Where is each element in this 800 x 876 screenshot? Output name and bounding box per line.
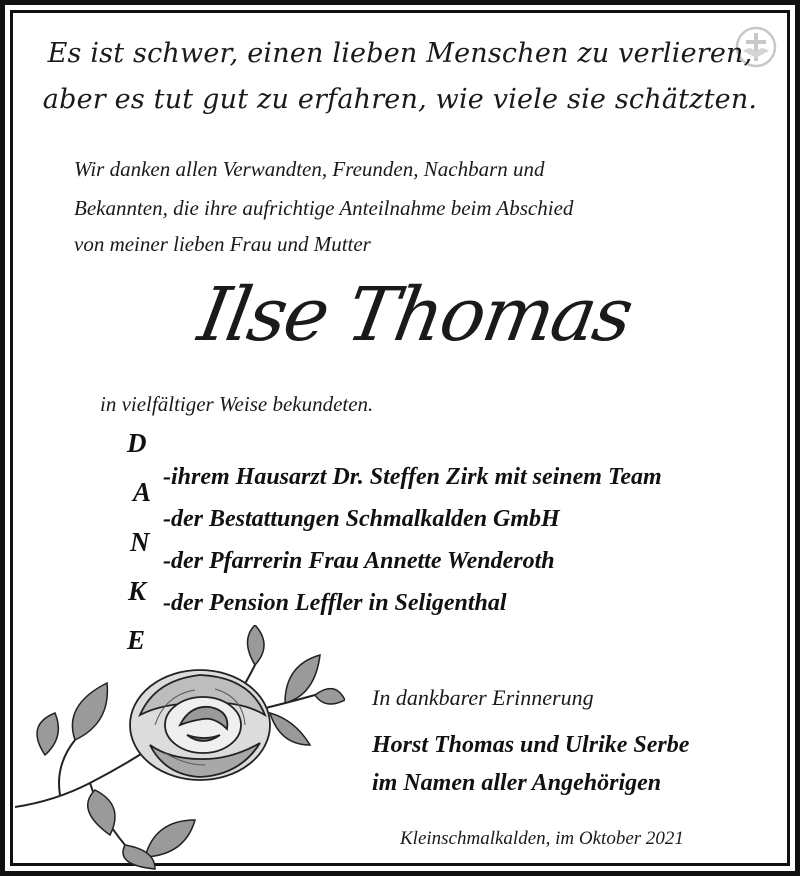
signature-line-2: im Namen aller Angehörigen <box>372 770 662 796</box>
quote-line-1: Es ist schwer, einen lieben Menschen zu verlieren, <box>47 38 753 69</box>
body-line-2: Bekannten, die ihre aufrichtige Anteilnahme beim Abschied <box>74 196 574 220</box>
thanks-item-1: -ihrem Hausarzt Dr. Steffen Zirk mit seinem Team <box>163 464 662 490</box>
thanks-item-4: -der Pension Leffler in Seligenthal <box>163 590 507 616</box>
signature-intro: In dankbarer Erinnerung <box>372 685 594 710</box>
danke-letter-k: K <box>128 576 147 606</box>
danke-letter-n: N <box>130 527 150 557</box>
place-date: Kleinschmalkalden, im Oktober 2021 <box>400 828 684 849</box>
danke-letter-d: D <box>127 428 147 458</box>
danke-letter-a: A <box>133 477 152 507</box>
quote-line-2: aber es tut gut zu erfahren, wie viele sie schätzten. <box>42 84 758 115</box>
deceased-name: Ilse Thomas <box>192 272 638 358</box>
rose-illustration <box>15 625 345 870</box>
signature-line-1: Horst Thomas und Ulrike Serbe <box>372 732 690 758</box>
danke-letter-e: E <box>127 625 146 655</box>
body-line-3: von meiner lieben Frau und Mutter <box>74 232 371 256</box>
thanks-item-2: -der Bestattungen Schmalkalden GmbH <box>163 506 560 532</box>
after-name-text: in vielfältiger Weise bekundeten. <box>100 392 374 416</box>
thanks-item-3: -der Pfarrerin Frau Annette Wenderoth <box>163 548 555 574</box>
body-line-1: Wir danken allen Verwandten, Freunden, Nachbarn und <box>74 157 545 181</box>
